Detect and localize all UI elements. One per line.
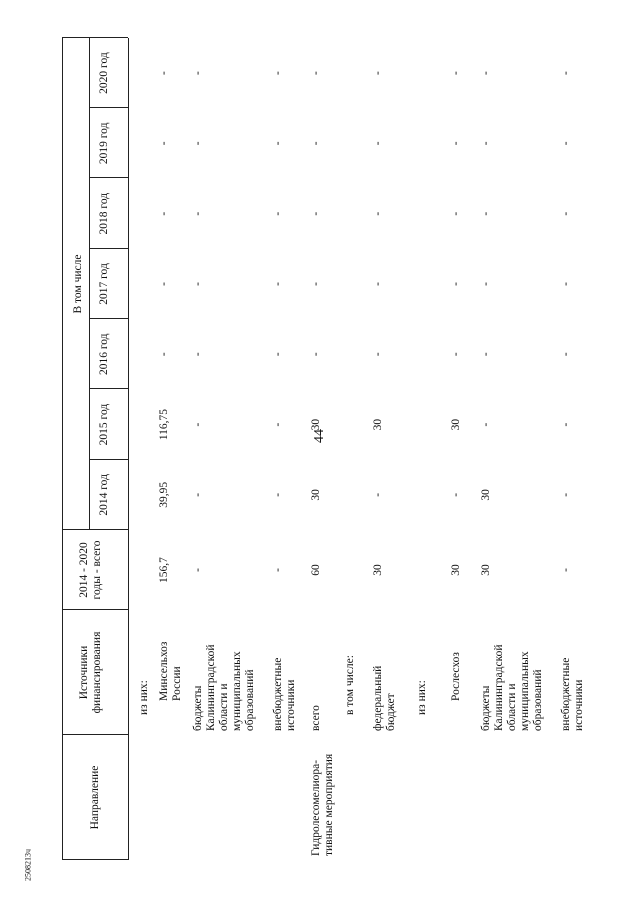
cell-value: - (272, 211, 284, 216)
cell-value: - (560, 141, 572, 146)
cell-value: - (372, 71, 384, 75)
header-sources: Источники финансирования (78, 631, 103, 714)
cell-value: - (272, 282, 284, 286)
source-label: всего (310, 705, 322, 731)
cell-value: - (560, 352, 572, 357)
cell-value: - (272, 71, 284, 75)
page-number: 44 (312, 429, 327, 443)
cell-value: - (450, 352, 462, 357)
header-year-2016: 2016 год (98, 333, 110, 376)
cell-value: - (480, 422, 492, 427)
cell-value: - (560, 71, 572, 75)
source-label: федеральный бюджет (372, 665, 397, 731)
header-year-2015: 2015 год (98, 403, 110, 446)
header-year-2014: 2014 год (98, 474, 110, 516)
cell-value: 30 (450, 418, 462, 431)
cell-value: - (480, 352, 492, 357)
cell-value: 60 (310, 564, 322, 576)
cell-value: - (480, 282, 492, 286)
header-year-2019: 2019 год (98, 122, 110, 165)
direction-hydro: Гидролесомелиора- тивные мероприятия (310, 753, 335, 856)
cell-value: - (450, 141, 462, 146)
cell-value: - (372, 282, 384, 286)
cell-value: - (192, 568, 204, 572)
rotated-table (62, 32, 610, 860)
cell-value: - (372, 141, 384, 146)
cell-value: - (310, 141, 322, 146)
cell-value: - (560, 568, 572, 572)
cell-value: 30 (480, 564, 492, 576)
source-label: бюджеты Калининградской области и муниципальных образований (192, 644, 256, 731)
cell-value: - (450, 492, 462, 497)
source-label: внебюджетные источники (272, 657, 297, 731)
cell-value: - (192, 282, 204, 286)
cell-value: 30 (450, 564, 462, 576)
source-label: в том числе: (344, 655, 356, 715)
cell-value: - (192, 71, 204, 75)
cell-value: - (450, 211, 462, 216)
header-in-that: В том числе (72, 254, 84, 314)
document-code: 2508213ч (23, 848, 33, 882)
cell-value: - (158, 211, 170, 216)
header-year-2017: 2017 год (98, 263, 110, 305)
cell-value: - (158, 141, 170, 146)
cell-value: 116,75 (158, 408, 170, 441)
cell-value: 30 (480, 489, 492, 501)
cell-value: 30 (372, 564, 384, 576)
cell-value: - (372, 211, 384, 216)
header-direction: Направление (89, 765, 101, 830)
source-label: из них: (416, 680, 428, 715)
cell-value: - (310, 282, 322, 286)
cell-value: - (450, 282, 462, 286)
cell-value: - (560, 422, 572, 427)
cell-value: - (480, 71, 492, 75)
cell-value: - (192, 141, 204, 146)
cell-value: - (560, 282, 572, 286)
header-year-2018: 2018 год (98, 192, 110, 235)
cell-value: - (272, 352, 284, 357)
cell-value: - (560, 492, 572, 497)
header-total: 2014 - 2020 годы - всего (78, 540, 103, 600)
cell-value: - (272, 492, 284, 497)
source-label: Рослесхоз (450, 652, 462, 701)
cell-value: - (158, 282, 170, 286)
source-label: Минсельхоз России (158, 641, 183, 701)
cell-value: - (272, 422, 284, 427)
cell-value: - (310, 71, 322, 75)
cell-value: - (192, 352, 204, 357)
cell-value: - (272, 568, 284, 572)
cell-value: - (310, 352, 322, 357)
cell-value: - (192, 211, 204, 216)
cell-value: - (158, 352, 170, 357)
cell-value: - (480, 141, 492, 146)
source-label: внебюджетные источники (560, 657, 585, 731)
cell-value: - (372, 352, 384, 357)
cell-value: - (272, 141, 284, 146)
cell-value: - (450, 71, 462, 75)
cell-value: 30 (310, 418, 322, 431)
source-label: из них: (138, 680, 150, 715)
cell-value: 39,95 (158, 481, 170, 508)
source-label: бюджеты Калининградской области и муниципальных образований (480, 644, 544, 731)
cell-value: - (560, 211, 572, 216)
cell-value: 30 (310, 489, 322, 501)
cell-value: 30 (372, 418, 384, 431)
cell-value: - (192, 492, 204, 497)
cell-value: - (372, 492, 384, 497)
cell-value: - (158, 71, 170, 75)
cell-value: - (192, 422, 204, 427)
cell-value: 156,7 (158, 557, 170, 583)
cell-value: - (310, 211, 322, 216)
cell-value: - (480, 211, 492, 216)
header-year-2020: 2020 год (98, 52, 110, 94)
